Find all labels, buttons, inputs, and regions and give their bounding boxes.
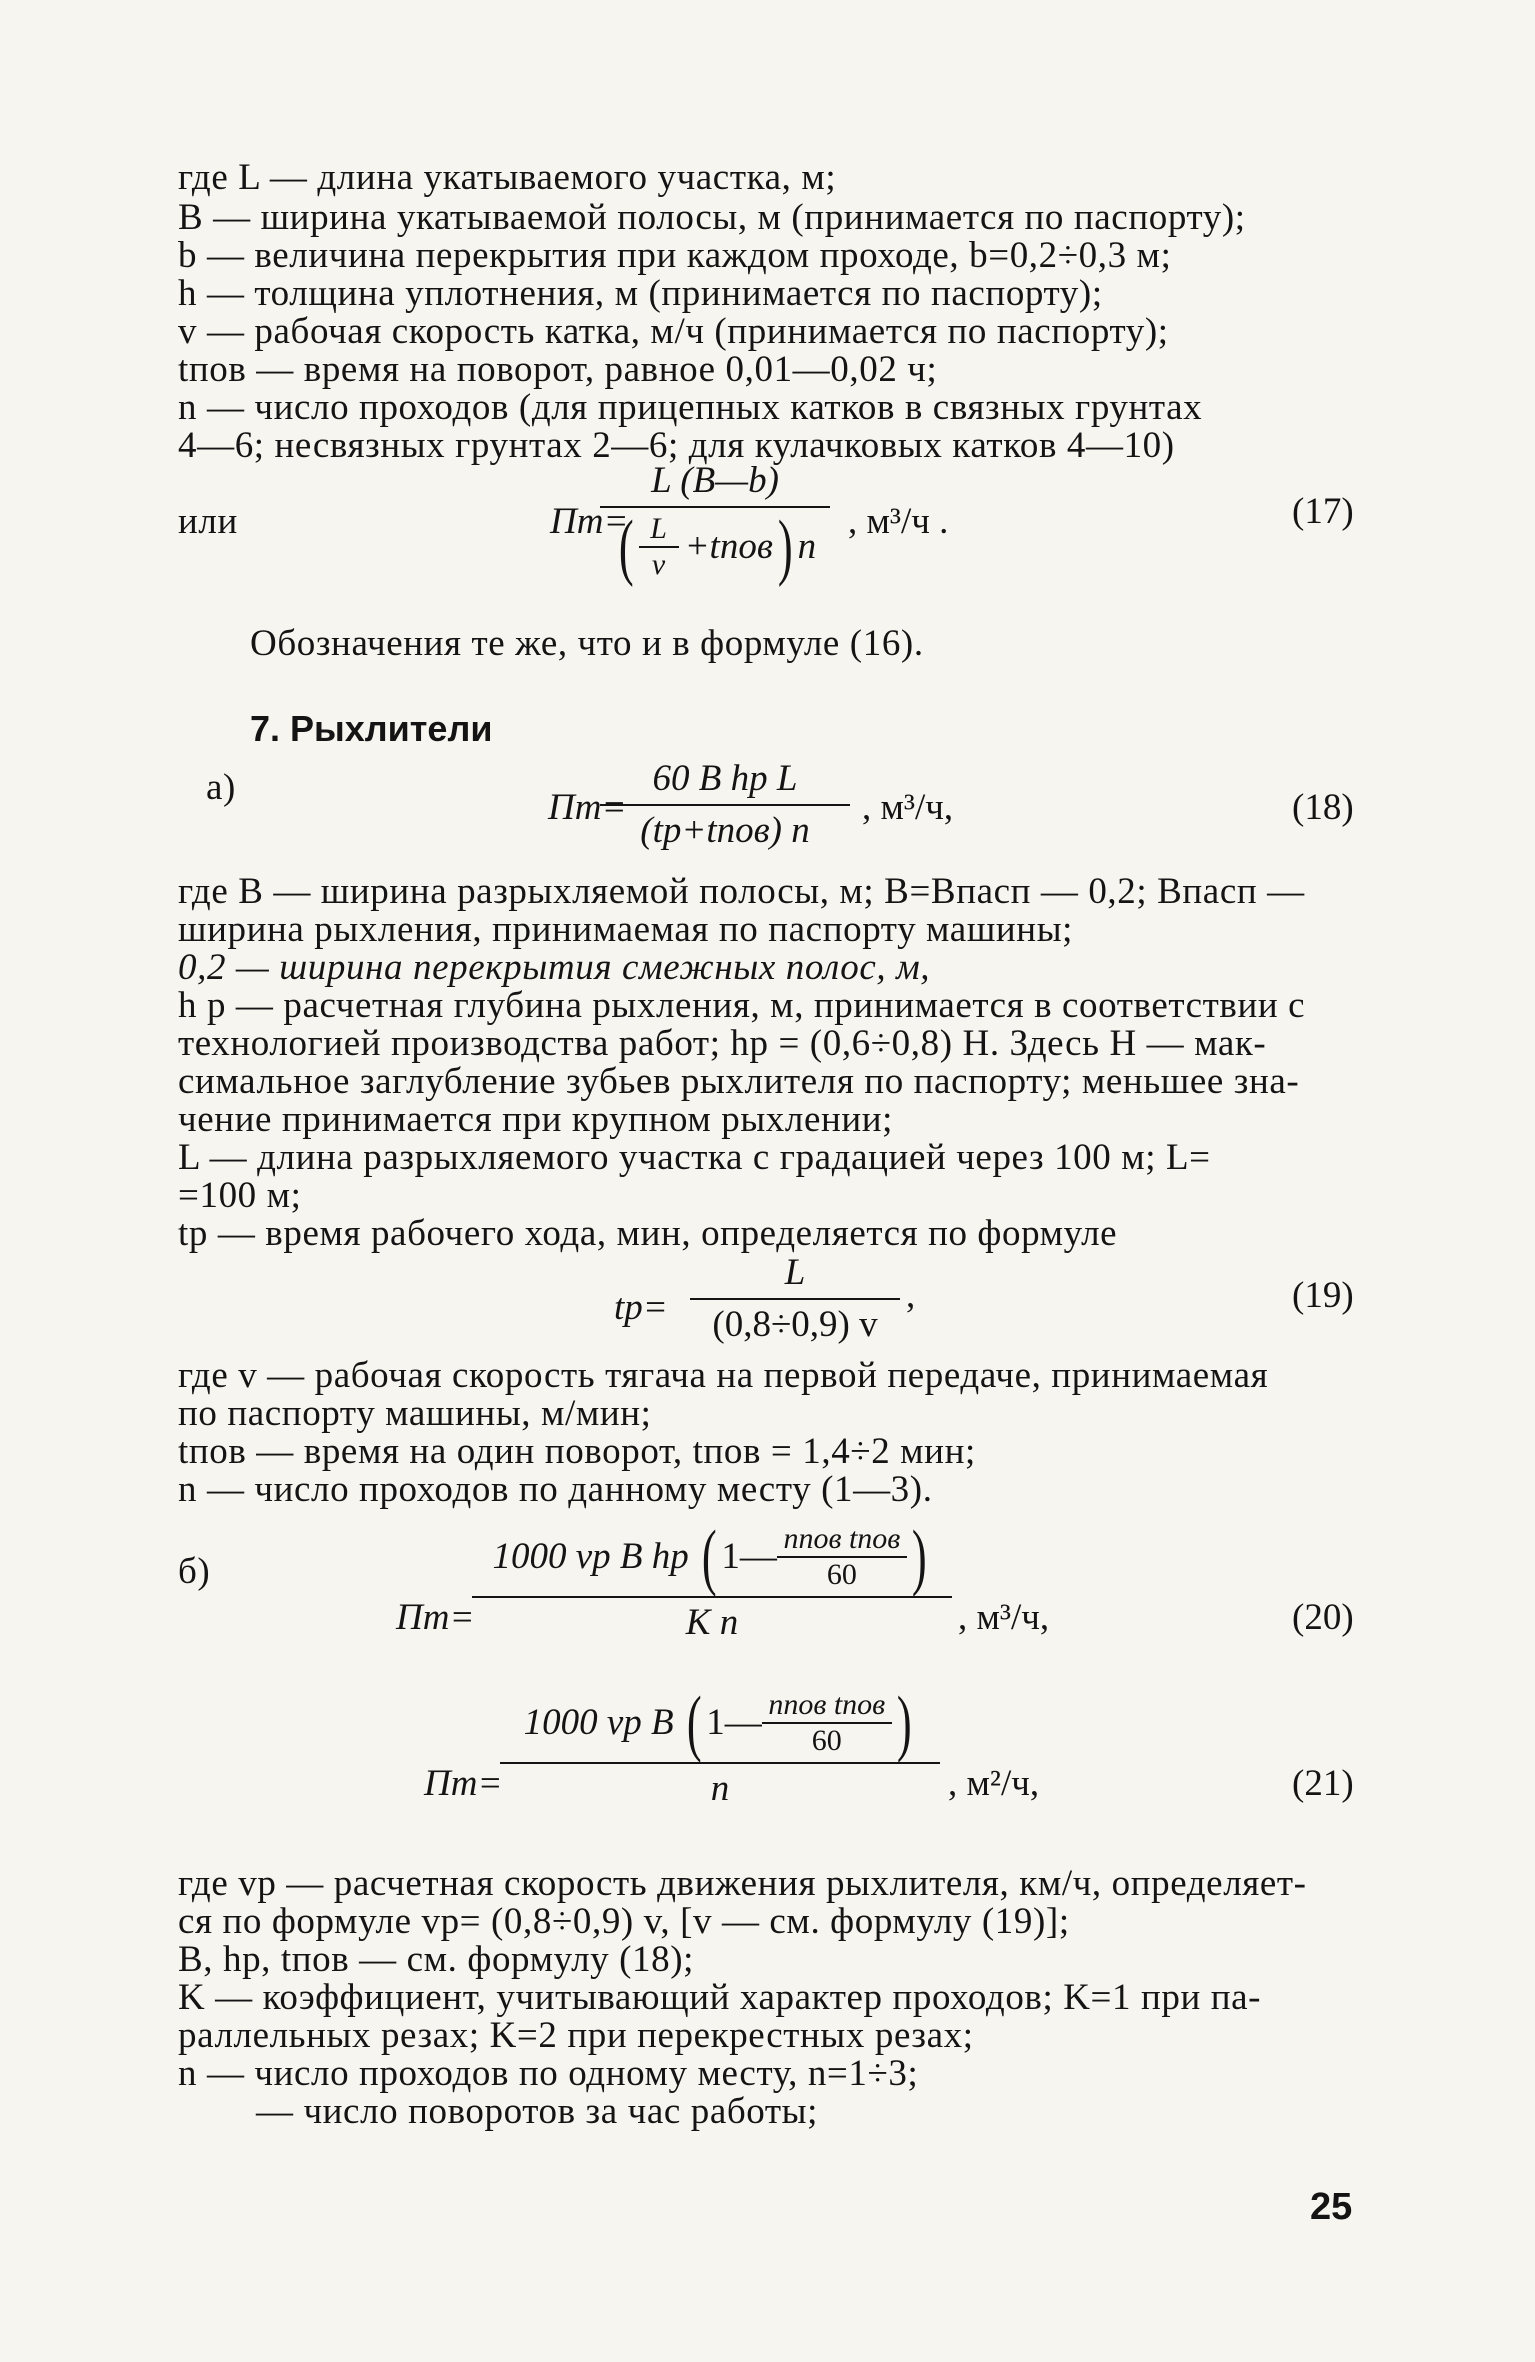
def-line: по паспорту машины, м/мин; [178,1393,652,1434]
formula-denominator: (0,8÷0,9) v [712,1304,878,1345]
def-line: B — ширина укатываемой полосы, м (принимается по паспорту); [178,197,1246,238]
formula-unit: , [906,1275,916,1316]
def-line: =100 м; [178,1175,302,1216]
section-heading: 7. Рыхлители [250,708,493,749]
equation-number: (21) [1292,1763,1354,1804]
def-line: n — число проходов (для прицепных катков в связных грунтах [178,387,1203,428]
inner-numerator: nпов tпов [783,1522,901,1555]
formula-fraction [500,1682,940,1812]
formula-denominator: ( L v +tпов ) n [618,506,817,588]
def-line: h р — расчетная глубина рыхления, м, принимается в соответствии с [178,985,1306,1026]
formula-unit: , м³/ч, [862,787,954,828]
one-minus: 1— [706,1702,762,1743]
formula-denominator: n [710,1768,730,1809]
formula-lhs: Пт= [396,1597,475,1638]
formula-unit: , м³/ч, [958,1597,1050,1638]
den-tail: +tпов [684,526,773,567]
formula-numerator: 1000 vр B hр ( 1— nпов tпов 60 ) [492,1516,927,1598]
def-line: n — число проходов по одному месту, n=1÷3; [178,2053,919,2094]
inner-denominator: 60 [826,1558,857,1591]
formula-lhs: Пт= [548,787,627,828]
den-n: n [797,526,817,567]
or-label: или [178,501,238,542]
formula-label: б) [178,1551,211,1592]
formula-lhs: tр= [614,1287,668,1328]
def-line: h — толщина уплотнения, м (принимается по паспорту); [178,273,1103,314]
one-minus: 1— [721,1536,777,1577]
def-line: tр — время рабочего хода, мин, определяется по формуле [178,1213,1118,1254]
inner-denominator: 60 [811,1724,842,1757]
equation-number: (17) [1292,491,1354,532]
formula-label: а) [206,767,236,808]
formula-fraction [600,458,830,588]
inner-denominator: v [651,548,666,581]
def-line: 4—6; несвязных грунтах 2—6; для кулачковых катков 4—10) [178,425,1175,466]
formula-numerator: 1000 vр B ( 1— nпов tпов 60 ) [523,1682,912,1764]
note-line: Обозначения те же, что и в формуле (16). [250,623,924,664]
num-main: 1000 vр B [523,1702,674,1743]
def-line: где v — рабочая скорость тягача на первой передаче, принимаемая [178,1355,1269,1396]
formula-numerator: 60 B hp L [652,758,798,799]
def-line: tпов — время на поворот, равное 0,01—0,02 ч; [178,349,938,390]
equation-number: (20) [1292,1597,1354,1638]
def-line: tпов — время на один поворот, tпов = 1,4÷2 мин; [178,1431,976,1472]
def-line: где vр — расчетная скорость движения рыхлителя, км/ч, определяет- [178,1863,1307,1904]
formula-fraction [690,1250,900,1348]
inner-numerator: L [650,512,667,545]
formula-unit: , м²/ч, [948,1763,1040,1804]
formula-fraction [600,756,850,854]
formula-numerator: L [784,1252,806,1293]
def-line: чение принимается при крупном рыхлении; [178,1099,894,1140]
fraction-bar [600,804,850,806]
fraction-bar [600,506,830,508]
def-line: где B — ширина разрыхляемой полосы, м; B=Bпасп — 0,2; Bпасп — [178,871,1305,912]
formula-denominator: (tp+tпов) n [640,810,810,851]
def-line: b — величина перекрытия при каждом проходе, b=0,2÷0,3 м; [178,235,1172,276]
def-line: ся по формуле vр= (0,8÷0,9) v, [v — см. формулу (19)]; [178,1901,1070,1942]
def-line: где L — длина укатываемого участка, м; [178,157,837,198]
def-line: — число поворотов за час работы; [256,2091,818,2132]
equation-number: (19) [1292,1275,1354,1316]
def-line: n — число проходов по данному месту (1—3). [178,1469,933,1510]
formula-unit: , м³/ч . [848,501,949,542]
equation-number: (18) [1292,787,1354,828]
def-line: v — рабочая скорость катка, м/ч (принимается по паспорту); [178,311,1169,352]
def-line: B, hр, tпов — см. формулу (18); [178,1939,695,1980]
formula-fraction [472,1516,952,1646]
fraction-bar [690,1298,900,1300]
def-line: 0,2 — ширина перекрытия смежных полос, м, [178,947,931,988]
def-line: технологией производства работ; hр = (0,6÷0,8) H. Здесь H — мак- [178,1023,1267,1064]
formula-numerator: L (B—b) [651,460,779,501]
def-line: K — коэффициент, учитывающий характер проходов; K=1 при па- [178,1977,1262,2018]
fraction-bar [500,1762,940,1764]
formula-lhs: Пт= [424,1763,503,1804]
formula-denominator: K n [685,1602,739,1643]
page-number: 25 [1310,2186,1353,2228]
inner-numerator: nпов tпов [768,1688,886,1721]
num-main: 1000 vр B hр [492,1536,689,1577]
def-line: L — длина разрыхляемого участка с градацией через 100 м; L= [178,1137,1211,1178]
def-line: ширина рыхления, принимаемая по паспорту машины; [178,909,1074,950]
def-line: раллельных резах; K=2 при перекрестных резах; [178,2015,974,2056]
def-line: симальное заглубление зубьев рыхлителя по паспорту; меньшее зна- [178,1061,1300,1102]
formula-lhs: Пт= [550,501,629,542]
